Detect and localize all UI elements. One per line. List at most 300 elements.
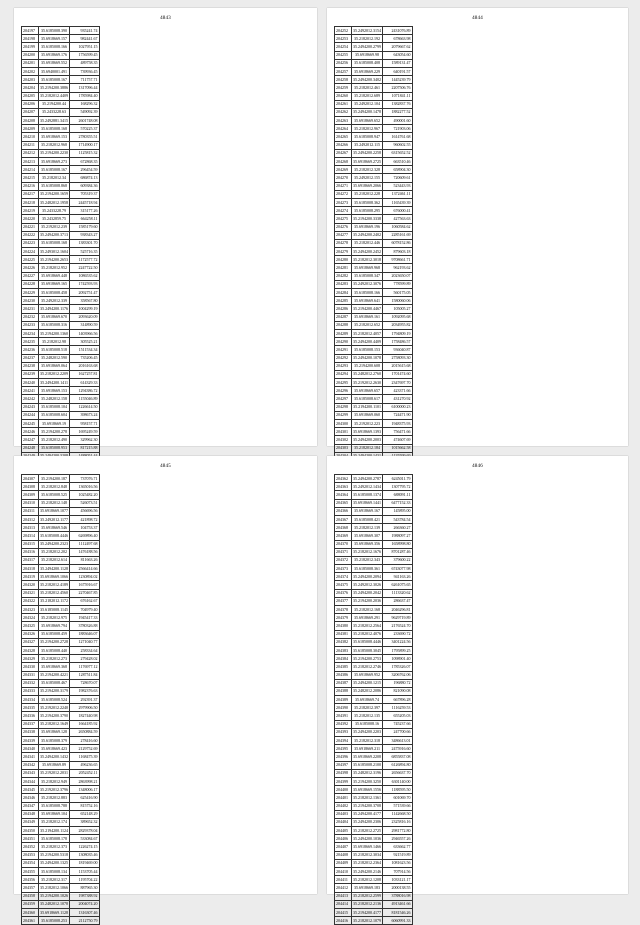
record-amount: 720609.61 — [383, 174, 412, 182]
record-amount: 560175.05 — [383, 289, 412, 297]
table-row — [22, 379, 100, 387]
record-code: 35.6918669.307 — [352, 532, 383, 540]
table-row — [335, 900, 413, 908]
table-row — [335, 818, 413, 826]
table-row — [22, 532, 100, 540]
record-id: 204341 — [22, 753, 39, 761]
table-row — [22, 289, 100, 297]
table-row — [335, 166, 413, 174]
record-id: 204248 — [22, 444, 39, 452]
record-amount: 2023650.07 — [383, 272, 412, 280]
record-id: 204406 — [335, 835, 352, 843]
record-amount: 1153705.44 — [70, 868, 99, 876]
record-code: 35.6185008.524 — [39, 696, 70, 704]
table-row — [335, 491, 413, 499]
record-amount: 6100000.23 — [383, 403, 412, 411]
record-id: 204320 — [22, 581, 39, 589]
table-row — [335, 794, 413, 802]
record-amount: 389652.32 — [70, 818, 99, 826]
record-code: 35.2494200.1176 — [39, 305, 70, 313]
record-amount: 379600.22 — [383, 556, 412, 564]
record-amount: 1294386.72 — [70, 387, 99, 395]
table-row — [22, 737, 100, 745]
record-amount: 1785984.40 — [70, 92, 99, 100]
table-row — [22, 630, 100, 638]
table-row — [335, 622, 413, 630]
record-amount: 921519.89 — [383, 851, 412, 859]
table-row — [335, 745, 413, 753]
record-amount: 640191.57 — [383, 67, 412, 75]
table-row — [22, 428, 100, 436]
table-row — [22, 158, 100, 166]
record-code: 35.2494200.1325 — [39, 859, 70, 867]
table-row — [335, 679, 413, 687]
record-amount: 2863998.21 — [70, 777, 99, 785]
record-amount: 2034955.82 — [383, 321, 412, 329]
record-amount: 1317096.44 — [70, 84, 99, 92]
table-row — [335, 174, 413, 182]
record-code: 35.6918669.546 — [39, 524, 70, 532]
record-amount: 745237.66 — [383, 720, 412, 728]
record-code: 35.2494200.1215 — [352, 679, 383, 687]
table-row — [22, 859, 100, 867]
record-amount: 2979906.50 — [70, 704, 99, 712]
record-id: 204228 — [22, 280, 39, 288]
table-row — [22, 728, 100, 736]
record-id: 204223 — [22, 239, 39, 247]
record-id: 204237 — [22, 354, 39, 362]
record-amount: 1403966.56 — [70, 329, 99, 337]
record-amount: 6269896.40 — [70, 532, 99, 540]
table-row — [335, 638, 413, 646]
table-row — [335, 387, 413, 395]
table-row — [22, 663, 100, 671]
table-row — [22, 876, 100, 884]
record-amount: 958157.71 — [70, 420, 99, 428]
record-id: 204302 — [335, 436, 352, 444]
record-amount: 358567.80 — [70, 297, 99, 305]
record-code: 35.2492012.339 — [39, 297, 70, 305]
record-amount: 427563.63 — [383, 215, 412, 223]
record-id: 204232 — [22, 313, 39, 321]
record-code: 35.6185008.361 — [352, 565, 383, 573]
record-amount: 2046296.81 — [383, 606, 412, 614]
record-id: 204371 — [335, 548, 352, 556]
record-amount: 724471.90 — [383, 411, 412, 419]
record-amount: 2079667.62 — [383, 43, 412, 51]
record-id: 204338 — [22, 728, 39, 736]
record-id: 204234 — [22, 329, 39, 337]
record-id: 204402 — [335, 802, 352, 810]
table-row — [22, 223, 100, 231]
record-amount: 8181546.26 — [383, 908, 412, 916]
record-amount: 1580060.06 — [383, 297, 412, 305]
record-amount: 2981772.80 — [383, 827, 412, 835]
record-id: 204279 — [335, 248, 352, 256]
record-amount: 1948375.93 — [383, 420, 412, 428]
record-id: 204409 — [335, 859, 352, 867]
record-id: 204416 — [335, 917, 352, 925]
record-amount: 960602.55 — [383, 141, 412, 149]
record-code: 35.6185008.153 — [352, 346, 383, 354]
record-amount: 549092.39 — [70, 108, 99, 116]
table-row — [22, 483, 100, 491]
record-amount: 233690.72 — [383, 630, 412, 638]
page-number: 4846 — [472, 464, 483, 469]
record-code: 35.2194200.1026 — [39, 892, 70, 900]
record-code: 35.6185008.134 — [39, 868, 70, 876]
record-code: 35.2192012.2630 — [352, 379, 383, 387]
record-id: 204239 — [22, 370, 39, 378]
record-amount: 1015662.58 — [383, 444, 412, 452]
record-amount: 941163.26 — [383, 573, 412, 581]
record-id: 204260 — [335, 92, 352, 100]
record-code: 35.6918669.952 — [352, 671, 383, 679]
table-row — [335, 704, 413, 712]
record-id: 204252 — [335, 27, 352, 35]
record-code: 35.6918669.273 — [39, 158, 70, 166]
table-row — [22, 280, 100, 288]
record-code: 35.2182012.168 — [352, 606, 383, 614]
record-id: 204276 — [335, 223, 352, 231]
table-row — [22, 395, 100, 403]
record-amount: 2475916.60 — [383, 745, 412, 753]
record-amount: 609384.36 — [70, 182, 99, 190]
table-row — [335, 761, 413, 769]
record-id: 204298 — [335, 403, 352, 411]
record-amount: 1372461.11 — [383, 190, 412, 198]
record-id: 204291 — [335, 346, 352, 354]
table-row — [22, 475, 100, 483]
record-amount: 1081623.56 — [383, 859, 412, 867]
record-amount: 601069.70 — [383, 794, 412, 802]
table-row — [335, 444, 413, 452]
record-id: 204200 — [22, 51, 39, 59]
record-code: 35.6918669.211 — [352, 745, 383, 753]
record-amount: 2445718.94 — [70, 198, 99, 206]
record-code: 35.2182012.689 — [352, 92, 383, 100]
record-id: 204391 — [335, 712, 352, 720]
record-id: 204226 — [22, 264, 39, 272]
record-amount: 6477152.33 — [383, 499, 412, 507]
table-row — [22, 851, 100, 859]
record-amount: 1658998.80 — [383, 540, 412, 548]
record-code: 35.6918669.2725 — [352, 158, 383, 166]
record-code: 35.6185008.168 — [39, 239, 70, 247]
record-id: 204395 — [335, 745, 352, 753]
table-row — [335, 769, 413, 777]
table-row — [22, 777, 100, 785]
record-code: 35.6185008.467 — [39, 679, 70, 687]
record-amount: 1071841.11 — [383, 92, 412, 100]
record-id: 204284 — [335, 289, 352, 297]
record-id: 204324 — [22, 614, 39, 622]
table-row — [22, 84, 100, 92]
record-code: 35.2182012.2746 — [352, 663, 383, 671]
record-amount: 1176977.12 — [70, 663, 99, 671]
table-row — [335, 565, 413, 573]
record-id: 204283 — [335, 280, 352, 288]
record-id: 204208 — [22, 117, 39, 125]
record-code: 35.2182012.2599 — [352, 892, 383, 900]
record-code: 35.2492012.1177 — [39, 515, 70, 523]
record-amount: 1827440.98 — [70, 712, 99, 720]
table-row — [335, 507, 413, 515]
record-amount: 2650884.59 — [70, 728, 99, 736]
record-id: 204404 — [335, 818, 352, 826]
record-amount: 2946557.26 — [383, 835, 412, 843]
record-code: 35.6918669.161 — [352, 313, 383, 321]
record-amount: 672868.35 — [70, 158, 99, 166]
record-id: 204254 — [335, 43, 352, 51]
record-code: 35.6918669.794 — [39, 622, 70, 630]
record-code: 35.6918669.670 — [39, 313, 70, 321]
table-row — [335, 876, 413, 884]
record-amount: 2270467.85 — [70, 589, 99, 597]
table-row — [335, 133, 413, 141]
record-amount: 523443.93 — [383, 182, 412, 190]
record-amount: 421898.72 — [70, 515, 99, 523]
record-code: 35.2182012.1361 — [352, 794, 383, 802]
table-row — [335, 27, 413, 35]
record-amount: 2247722.50 — [70, 264, 99, 272]
record-id: 204343 — [22, 769, 39, 777]
record-id: 204271 — [335, 182, 352, 190]
record-id: 204317 — [22, 556, 39, 564]
record-amount: 168296.32 — [70, 100, 99, 108]
record-code: 35.2182012.135 — [352, 712, 383, 720]
record-code: 35.2494200.2003 — [352, 436, 383, 444]
table-row — [22, 761, 100, 769]
record-id: 204412 — [335, 884, 352, 892]
record-id: 204244 — [22, 411, 39, 419]
table-row — [335, 354, 413, 362]
table-row — [22, 67, 100, 75]
record-code: 35.6185008.458 — [39, 289, 70, 297]
record-id: 204256 — [335, 59, 352, 67]
record-code: 35.2182012.614 — [39, 556, 70, 564]
record-code: 35.2182012.139 — [352, 524, 383, 532]
table-row — [22, 444, 100, 452]
table-row — [22, 215, 100, 223]
record-amount: 663510.46 — [383, 158, 412, 166]
record-id: 204340 — [22, 745, 39, 753]
page-number: 4843 — [160, 16, 171, 21]
record-id: 204316 — [22, 548, 39, 556]
table-row — [22, 507, 100, 515]
record-amount: 489758.35 — [70, 59, 99, 67]
record-code: 35.2494200.2799 — [352, 43, 383, 51]
record-code: 35.2194200.187 — [39, 475, 70, 483]
record-amount: 1112497.68 — [70, 540, 99, 548]
table-row — [22, 125, 100, 133]
record-code: 35.2182012.490 — [39, 436, 70, 444]
record-id: 204311 — [22, 507, 39, 515]
table-row — [22, 76, 100, 84]
record-code: 35.2194200.608 — [352, 362, 383, 370]
record-amount: 1445239.79 — [383, 76, 412, 84]
record-code: 35.2182012.1079 — [352, 917, 383, 925]
record-code: 35.2194200.2036 — [352, 597, 383, 605]
table-row — [22, 696, 100, 704]
record-code: 35.6918669.157 — [39, 35, 70, 43]
table-row — [22, 900, 100, 908]
record-code: 35.6918669.423 — [39, 745, 70, 753]
record-id: 204245 — [22, 420, 39, 428]
record-code: 35.6918669.196 — [352, 223, 383, 231]
table-row — [22, 174, 100, 182]
record-amount: 935241.74 — [70, 27, 99, 35]
table-row — [335, 589, 413, 597]
record-code: 35.2494200.4177 — [352, 810, 383, 818]
record-code: 35.2482012.1958 — [39, 198, 70, 206]
record-code: 35.2182012.4189 — [39, 581, 70, 589]
record-id: 204242 — [22, 395, 39, 403]
record-code: 35.6185008.617 — [352, 395, 383, 403]
record-amount: 711757.71 — [70, 76, 99, 84]
table-row — [335, 663, 413, 671]
record-id: 204315 — [22, 540, 39, 548]
record-id: 204363 — [335, 483, 352, 491]
table-row — [22, 745, 100, 753]
record-id: 204332 — [22, 679, 39, 687]
record-id: 204359 — [22, 900, 39, 908]
record-id: 204401 — [335, 794, 352, 802]
record-code: 35.6185008.953 — [39, 444, 70, 452]
record-code: 35.2194200.5318 — [39, 851, 70, 859]
table-row — [335, 289, 413, 297]
record-id: 204215 — [22, 174, 39, 182]
record-code: 35.6918669.167 — [352, 507, 383, 515]
record-amount: 737076.71 — [70, 475, 99, 483]
record-amount: 1883646.07 — [70, 630, 99, 638]
record-amount: 686874.13 — [70, 174, 99, 182]
record-id: 204309 — [22, 491, 39, 499]
record-amount: 1307795.72 — [383, 483, 412, 491]
record-amount: 1382837.76 — [383, 100, 412, 108]
record-code: 35.2194200.2653 — [39, 256, 70, 264]
record-id: 204386 — [335, 671, 352, 679]
record-amount: 104753.37 — [70, 524, 99, 532]
record-id: 204379 — [335, 614, 352, 622]
record-code: 35.2194200.3179 — [39, 687, 70, 695]
record-amount: 3780326.88 — [70, 622, 99, 630]
record-amount: 1226274.15 — [70, 843, 99, 851]
record-amount: 1945417.33 — [70, 614, 99, 622]
record-code: 35.2182012.2364 — [352, 859, 383, 867]
table-row — [335, 248, 413, 256]
record-id: 204414 — [335, 900, 352, 908]
record-code: 35.6185008.167 — [39, 166, 70, 174]
record-amount: 9708661.71 — [383, 256, 412, 264]
record-amount: 938343.27 — [70, 231, 99, 239]
record-code: 35.2182012.373 — [39, 843, 70, 851]
table-row — [335, 687, 413, 695]
record-code: 35.2494200.2258 — [352, 149, 383, 157]
record-code: 35.2182012.317 — [39, 876, 70, 884]
record-code: 35.6918669.968 — [352, 264, 383, 272]
record-id: 204350 — [22, 827, 39, 835]
table-row — [22, 614, 100, 622]
record-amount: 1714900.17 — [70, 141, 99, 149]
record-amount: 887965.30 — [70, 884, 99, 892]
record-amount: 305525.21 — [70, 338, 99, 346]
record-code: 35.2182012.318 — [352, 737, 383, 745]
table-row — [335, 532, 413, 540]
record-code: 35.2182012.3018 — [352, 256, 383, 264]
table-row — [335, 630, 413, 638]
record-id: 204380 — [335, 622, 352, 630]
table-row — [335, 499, 413, 507]
record-code: 35.6185008.295 — [352, 207, 383, 215]
table-row — [335, 712, 413, 720]
record-code: 35.6185008.104 — [39, 403, 70, 411]
record-code: 35.6185008.4446 — [352, 638, 383, 646]
record-code: 35.6918669.183 — [352, 884, 383, 892]
table-row — [335, 305, 413, 313]
record-amount: 2129752.69 — [70, 745, 99, 753]
record-code: 35.2492012.3154 — [352, 27, 383, 35]
record-id: 204206 — [22, 100, 39, 108]
table-row — [335, 117, 413, 125]
record-code: 35.2494200.1078 — [352, 354, 383, 362]
record-amount: 739936.45 — [70, 67, 99, 75]
record-amount: 735206.45 — [70, 354, 99, 362]
table-row — [22, 141, 100, 149]
table-row — [335, 321, 413, 329]
record-id: 204392 — [335, 720, 352, 728]
table-row — [22, 556, 100, 564]
record-amount: 962193.62 — [383, 264, 412, 272]
record-id: 204347 — [22, 802, 39, 810]
record-amount: 3206762.06 — [383, 671, 412, 679]
table-row — [22, 182, 100, 190]
record-id: 204241 — [22, 387, 39, 395]
table-row — [22, 248, 100, 256]
record-amount: 423371.66 — [383, 387, 412, 395]
record-id: 204210 — [22, 133, 39, 141]
record-amount: 678663.98 — [383, 35, 412, 43]
record-id: 204337 — [22, 720, 39, 728]
record-amount: 2347697.70 — [383, 379, 412, 387]
record-amount: 1033121.17 — [383, 876, 412, 884]
record-amount: 3401224.56 — [383, 638, 412, 646]
record-code: 35.2182012.949 — [39, 777, 70, 785]
record-code: 35.6185008.604 — [39, 411, 70, 419]
table-row — [22, 573, 100, 581]
record-id: 204229 — [22, 289, 39, 297]
record-code: 35.2492012.1434 — [352, 483, 383, 491]
record-code: 35.6918669.1441 — [352, 499, 383, 507]
record-id: 204227 — [22, 272, 39, 280]
table-row — [335, 524, 413, 532]
record-id: 204410 — [335, 868, 352, 876]
record-amount: 1982376.63 — [70, 687, 99, 695]
table-row — [22, 720, 100, 728]
table-row — [22, 338, 100, 346]
record-id: 204321 — [22, 589, 39, 597]
table-row — [335, 835, 413, 843]
record-code: 35.2182012.192 — [352, 35, 383, 43]
record-code: 35.2182012.652 — [352, 321, 383, 329]
record-code: 35.2182012.2725 — [352, 827, 383, 835]
record-code: 35.2182012.328 — [352, 166, 383, 174]
record-id: 204373 — [335, 565, 352, 573]
table-row — [335, 827, 413, 835]
record-code: 35.2182012.968 — [39, 141, 70, 149]
record-amount: 1348006.17 — [70, 786, 99, 794]
record-code: 35.2482012.3196 — [352, 769, 383, 777]
